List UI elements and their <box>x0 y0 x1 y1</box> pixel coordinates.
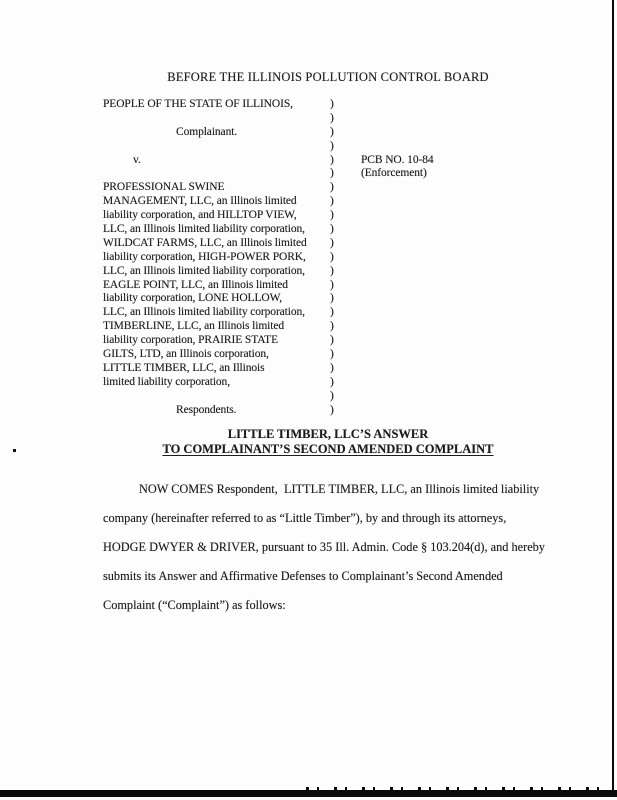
versus-label: v. <box>133 153 141 166</box>
caption-paren: ) <box>330 375 334 388</box>
caption-row <box>103 292 403 306</box>
caption-paren: ) <box>330 348 334 361</box>
document-heading <box>83 427 573 456</box>
respondent-name: liability corporation, PRAIRIE STATE <box>103 334 278 347</box>
caption-row <box>103 181 403 195</box>
body-line: Complaint (“Complaint”) as follows: <box>103 598 286 612</box>
caption-row <box>103 140 403 154</box>
caption-row <box>103 362 403 376</box>
respondent-name: LLC, an Illinois limited liability corporation, <box>103 223 305 236</box>
caption-paren: ) <box>330 334 334 347</box>
respondent-name: liability corporation, HIGH-POWER PORK, <box>103 250 306 263</box>
caption-paren: ) <box>330 223 334 236</box>
caption-row <box>103 195 403 209</box>
heading-line-1: LITTLE TIMBER, LLC’S ANSWER <box>227 427 429 441</box>
scan-bottom-bar <box>0 790 617 797</box>
caption-row <box>103 320 403 334</box>
body-line: NOW COMES Respondent, LITTLE TIMBER, LLC, an Illinois limited liability <box>139 482 540 496</box>
respondent-name: LLC, an Illinois limited liability corporation, <box>103 264 305 277</box>
respondent-name: PROFESSIONAL SWINE <box>103 181 225 194</box>
body-line: company (hereinafter referred to as “Little Timber”), by and through its attorneys, <box>103 511 507 525</box>
body-line: HODGE DWYER & DRIVER, pursuant to 35 Ill. Admin. Code § 103.204(d), and hereby <box>103 540 545 554</box>
caption-paren: ) <box>330 389 334 402</box>
respondent-name: liability corporation, LONE HOLLOW, <box>103 292 283 305</box>
caption-row <box>103 376 403 390</box>
caption-paren: ) <box>330 167 334 180</box>
caption-row <box>103 167 427 181</box>
caption-paren: ) <box>330 278 334 291</box>
plaintiff-name: PEOPLE OF THE STATE OF ILLINOIS, <box>103 98 293 110</box>
caption-row <box>103 265 403 279</box>
respondent-name: liability corporation, and HILLTOP VIEW, <box>103 209 297 222</box>
case-number: PCB NO. 10-84 <box>361 153 434 166</box>
caption-row <box>103 279 403 293</box>
caption-row <box>103 98 403 112</box>
respondents-label: Respondents. <box>176 403 237 416</box>
caption-row <box>103 348 403 362</box>
caption-paren: ) <box>330 361 334 374</box>
caption-paren: ) <box>330 292 334 305</box>
caption-row <box>103 153 434 168</box>
caption-row <box>103 237 403 251</box>
case-caption <box>103 98 434 417</box>
caption-paren: ) <box>330 195 334 208</box>
caption-row <box>103 126 403 140</box>
caption-paren: ) <box>330 209 334 222</box>
caption-row <box>103 209 403 223</box>
case-type: (Enforcement) <box>361 167 427 180</box>
complainant-label: Complainant. <box>176 125 238 138</box>
scan-edge-line <box>612 0 614 791</box>
caption-row <box>103 223 403 237</box>
caption-paren: ) <box>330 153 334 166</box>
respondent-name: LITTLE TIMBER, LLC, an Illinois <box>103 361 265 374</box>
caption-paren: ) <box>330 320 334 333</box>
caption-paren: ) <box>330 181 334 194</box>
heading-line-2: TO COMPLAINANT’S SECOND AMENDED COMPLAINT <box>162 441 494 456</box>
caption-paren: ) <box>330 264 334 277</box>
caption-row <box>103 112 403 126</box>
caption-row <box>103 306 403 320</box>
caption-paren: ) <box>330 403 334 416</box>
respondent-name: TIMBERLINE, LLC, an Illinois limited <box>103 320 285 333</box>
caption-row <box>103 334 403 348</box>
caption-row <box>103 404 403 418</box>
caption-paren: ) <box>330 98 334 110</box>
body-paragraph <box>103 475 573 620</box>
respondent-name: WILDCAT FARMS, LLC, an Illinois limited <box>103 236 307 249</box>
caption-paren: ) <box>330 250 334 263</box>
respondent-name: MANAGEMENT, LLC, an Illinois limited <box>103 195 297 208</box>
caption-paren: ) <box>330 125 334 138</box>
respondent-name: GILTS, LTD, an Illinois corporation, <box>103 348 269 361</box>
caption-paren: ) <box>330 111 334 124</box>
court-title: BEFORE THE ILLINOIS POLLUTION CONTROL BOARD <box>167 70 489 84</box>
caption-row <box>103 390 403 404</box>
respondent-name: EAGLE POINT, LLC, an Illinois limited <box>103 278 288 291</box>
caption-paren: ) <box>330 139 334 152</box>
caption-paren: ) <box>330 236 334 249</box>
respondent-name: LLC, an Illinois limited liability corporation, <box>103 306 305 319</box>
respondent-name: limited liability corporation, <box>103 375 230 388</box>
caption-row <box>103 251 403 265</box>
body-line: submits its Answer and Affirmative Defenses to Complainant’s Second Amended <box>103 569 503 583</box>
caption-paren: ) <box>330 306 334 319</box>
scan-speck <box>13 449 16 452</box>
